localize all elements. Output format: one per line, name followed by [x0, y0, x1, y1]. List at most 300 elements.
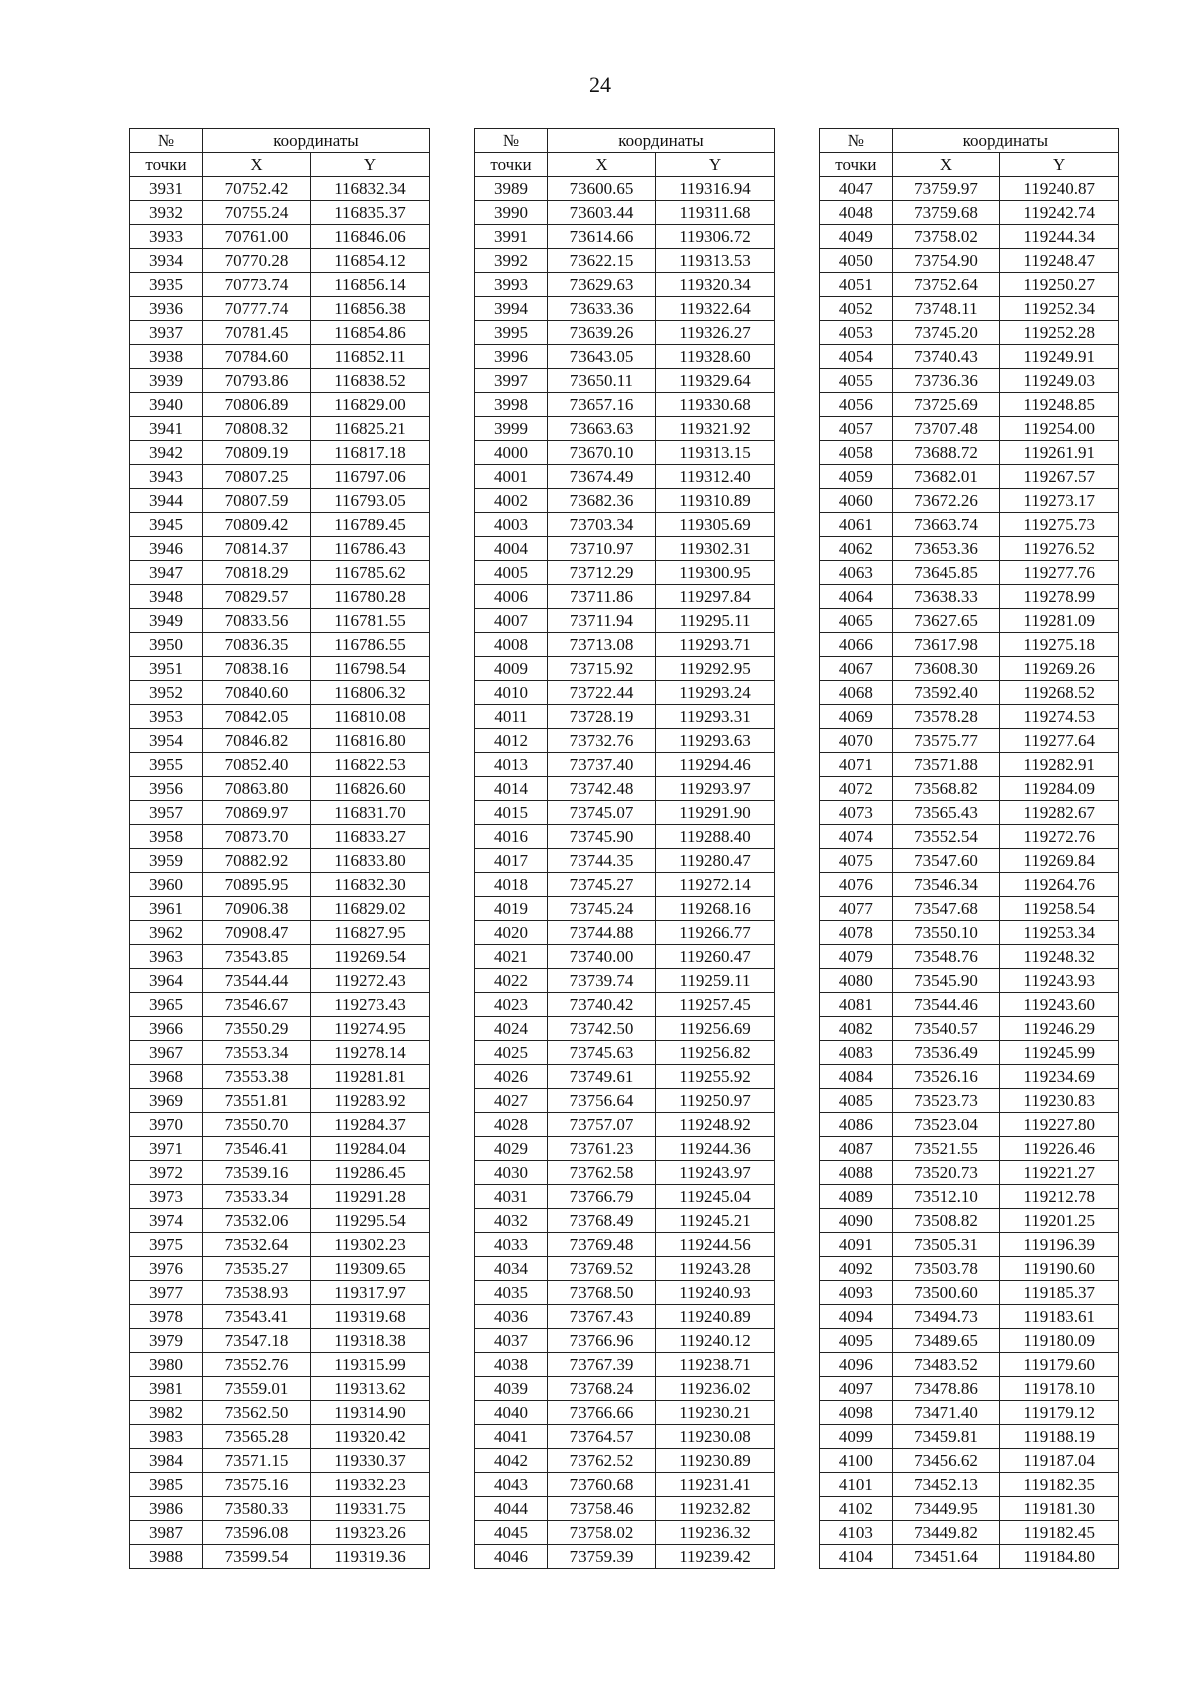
x-coordinate-cell: 73769.48 — [548, 1233, 656, 1257]
x-coordinate-cell: 73732.76 — [548, 729, 656, 753]
y-coordinate-cell: 119319.68 — [311, 1305, 430, 1329]
y-coordinate-cell: 119248.92 — [656, 1113, 775, 1137]
point-number-cell: 3941 — [130, 417, 203, 441]
y-coordinate-cell: 119331.75 — [311, 1497, 430, 1521]
point-number-cell: 3967 — [130, 1041, 203, 1065]
point-number-cell: 4045 — [475, 1521, 548, 1545]
x-coordinate-cell: 70906.38 — [203, 897, 311, 921]
y-coordinate-cell: 116833.80 — [311, 849, 430, 873]
x-coordinate-cell: 73748.11 — [892, 297, 1000, 321]
point-number-cell: 4092 — [820, 1257, 893, 1281]
y-coordinate-cell: 119182.45 — [1000, 1521, 1119, 1545]
y-coordinate-cell: 119272.14 — [656, 873, 775, 897]
y-coordinate-cell: 119277.64 — [1000, 729, 1119, 753]
x-coordinate-cell: 73639.26 — [548, 321, 656, 345]
y-coordinate-cell: 119190.60 — [1000, 1257, 1119, 1281]
x-coordinate-cell: 73754.90 — [892, 249, 1000, 273]
x-coordinate-cell: 73608.30 — [892, 657, 1000, 681]
x-coordinate-cell: 73562.50 — [203, 1401, 311, 1425]
y-coordinate-cell: 119269.26 — [1000, 657, 1119, 681]
y-coordinate-cell: 119230.83 — [1000, 1089, 1119, 1113]
x-coordinate-cell: 73503.78 — [892, 1257, 1000, 1281]
table-row — [475, 1545, 775, 1569]
y-coordinate-cell: 119238.71 — [656, 1353, 775, 1377]
table-row — [130, 825, 430, 849]
table-row — [820, 633, 1119, 657]
y-coordinate-cell: 119269.54 — [311, 945, 430, 969]
x-coordinate-cell: 73452.13 — [892, 1473, 1000, 1497]
point-number-cell: 4018 — [475, 873, 548, 897]
y-coordinate-cell: 119260.47 — [656, 945, 775, 969]
table-row — [820, 609, 1119, 633]
x-coordinate-cell: 73552.76 — [203, 1353, 311, 1377]
y-coordinate-cell: 116822.53 — [311, 753, 430, 777]
page-number: 24 — [589, 72, 611, 97]
y-coordinate-cell: 119330.68 — [656, 393, 775, 417]
y-coordinate-cell: 119305.69 — [656, 513, 775, 537]
table-row — [130, 1305, 430, 1329]
x-coordinate-cell: 73600.65 — [548, 177, 656, 201]
x-coordinate-cell: 73759.39 — [548, 1545, 656, 1569]
point-number-cell: 4034 — [475, 1257, 548, 1281]
point-number-cell: 3992 — [475, 249, 548, 273]
point-number-cell: 4099 — [820, 1425, 893, 1449]
x-coordinate-cell: 73548.76 — [892, 945, 1000, 969]
point-number-cell: 3981 — [130, 1377, 203, 1401]
x-coordinate-cell: 70869.97 — [203, 801, 311, 825]
table-row — [130, 1425, 430, 1449]
point-number-cell: 4058 — [820, 441, 893, 465]
y-coordinate-cell: 119291.28 — [311, 1185, 430, 1209]
table-row — [130, 1497, 430, 1521]
table-row — [475, 1401, 775, 1425]
point-number-cell: 4017 — [475, 849, 548, 873]
point-number-cell: 4048 — [820, 201, 893, 225]
table-row — [820, 1137, 1119, 1161]
y-coordinate-cell: 119294.46 — [656, 753, 775, 777]
x-coordinate-cell: 73759.97 — [892, 177, 1000, 201]
y-coordinate-cell: 119284.09 — [1000, 777, 1119, 801]
x-coordinate-cell: 73745.27 — [548, 873, 656, 897]
point-number-cell: 4081 — [820, 993, 893, 1017]
table-row — [820, 465, 1119, 489]
x-coordinate-cell: 73532.06 — [203, 1209, 311, 1233]
x-coordinate-cell: 73539.16 — [203, 1161, 311, 1185]
x-coordinate-cell: 73575.16 — [203, 1473, 311, 1497]
y-coordinate-cell: 119184.80 — [1000, 1545, 1119, 1569]
point-number-cell: 4035 — [475, 1281, 548, 1305]
table-row — [820, 897, 1119, 921]
x-coordinate-cell: 73728.19 — [548, 705, 656, 729]
x-coordinate-cell: 70882.92 — [203, 849, 311, 873]
x-coordinate-cell: 73757.07 — [548, 1113, 656, 1137]
y-coordinate-cell: 119240.89 — [656, 1305, 775, 1329]
x-coordinate-cell: 73553.38 — [203, 1065, 311, 1089]
x-coordinate-cell: 73559.01 — [203, 1377, 311, 1401]
x-coordinate-cell: 73575.77 — [892, 729, 1000, 753]
y-coordinate-cell: 119243.97 — [656, 1161, 775, 1185]
y-coordinate-cell: 119293.31 — [656, 705, 775, 729]
table-row — [475, 1281, 775, 1305]
point-header: точки — [130, 153, 203, 177]
table-row — [475, 465, 775, 489]
x-coordinate-cell: 73745.90 — [548, 825, 656, 849]
table-row — [475, 1497, 775, 1521]
point-number-cell: 4029 — [475, 1137, 548, 1161]
table-row — [130, 585, 430, 609]
point-number-cell: 4103 — [820, 1521, 893, 1545]
point-number-cell: 3960 — [130, 873, 203, 897]
table-row — [130, 1449, 430, 1473]
y-coordinate-cell: 116786.55 — [311, 633, 430, 657]
table-row — [475, 1449, 775, 1473]
point-number-cell: 4051 — [820, 273, 893, 297]
table-row — [820, 873, 1119, 897]
y-coordinate-cell: 119320.42 — [311, 1425, 430, 1449]
y-coordinate-cell: 119295.11 — [656, 609, 775, 633]
table-row — [475, 657, 775, 681]
point-number-cell: 4080 — [820, 969, 893, 993]
y-header: Y — [1000, 153, 1119, 177]
point-number-cell: 3931 — [130, 177, 203, 201]
table-row — [820, 1281, 1119, 1305]
table-row — [130, 609, 430, 633]
point-number-cell: 4064 — [820, 585, 893, 609]
table-row — [820, 729, 1119, 753]
point-number-cell: 4006 — [475, 585, 548, 609]
point-number-cell: 4070 — [820, 729, 893, 753]
y-coordinate-cell: 116835.37 — [311, 201, 430, 225]
table-row — [130, 969, 430, 993]
point-number-cell: 3933 — [130, 225, 203, 249]
x-coordinate-cell: 73633.36 — [548, 297, 656, 321]
point-number-cell: 4072 — [820, 777, 893, 801]
table-row — [475, 513, 775, 537]
x-coordinate-cell: 73713.08 — [548, 633, 656, 657]
point-number-cell: 4100 — [820, 1449, 893, 1473]
point-number-cell: 4079 — [820, 945, 893, 969]
point-number-cell: 4036 — [475, 1305, 548, 1329]
x-coordinate-cell: 73550.10 — [892, 921, 1000, 945]
y-coordinate-cell: 119234.69 — [1000, 1065, 1119, 1089]
table-row — [130, 1233, 430, 1257]
point-number-cell: 4074 — [820, 825, 893, 849]
y-coordinate-cell: 119306.72 — [656, 225, 775, 249]
x-coordinate-cell: 73500.60 — [892, 1281, 1000, 1305]
point-number-cell: 4098 — [820, 1401, 893, 1425]
num-sign-header: № — [820, 129, 893, 153]
x-coordinate-cell: 70777.74 — [203, 297, 311, 321]
table-row — [130, 441, 430, 465]
x-coordinate-cell: 73674.49 — [548, 465, 656, 489]
y-coordinate-cell: 119268.16 — [656, 897, 775, 921]
x-coordinate-cell: 73758.02 — [892, 225, 1000, 249]
y-coordinate-cell: 119273.17 — [1000, 489, 1119, 513]
point-number-cell: 3950 — [130, 633, 203, 657]
x-coordinate-cell: 73449.95 — [892, 1497, 1000, 1521]
x-coordinate-cell: 73596.08 — [203, 1521, 311, 1545]
y-coordinate-cell: 116838.52 — [311, 369, 430, 393]
x-coordinate-cell: 73759.68 — [892, 201, 1000, 225]
x-coordinate-cell: 73745.24 — [548, 897, 656, 921]
x-coordinate-cell: 73758.02 — [548, 1521, 656, 1545]
x-coordinate-cell: 73538.93 — [203, 1281, 311, 1305]
point-header: точки — [820, 153, 893, 177]
table-row — [130, 1281, 430, 1305]
y-coordinate-cell: 119332.23 — [311, 1473, 430, 1497]
table-row — [475, 1017, 775, 1041]
x-coordinate-cell: 73599.54 — [203, 1545, 311, 1569]
x-coordinate-cell: 73682.01 — [892, 465, 1000, 489]
point-number-cell: 4087 — [820, 1137, 893, 1161]
table-row — [820, 1257, 1119, 1281]
y-coordinate-cell: 119280.47 — [656, 849, 775, 873]
y-coordinate-cell: 119243.28 — [656, 1257, 775, 1281]
y-coordinate-cell: 119313.62 — [311, 1377, 430, 1401]
table-row — [475, 1353, 775, 1377]
y-coordinate-cell: 119236.02 — [656, 1377, 775, 1401]
table-row — [130, 537, 430, 561]
x-coordinate-cell: 73761.23 — [548, 1137, 656, 1161]
table-row — [130, 465, 430, 489]
point-number-cell: 3937 — [130, 321, 203, 345]
point-number-cell: 3940 — [130, 393, 203, 417]
y-coordinate-cell: 119181.30 — [1000, 1497, 1119, 1521]
y-coordinate-cell: 119254.00 — [1000, 417, 1119, 441]
table-row — [820, 1401, 1119, 1425]
point-number-cell: 3984 — [130, 1449, 203, 1473]
x-coordinate-cell: 73650.11 — [548, 369, 656, 393]
y-coordinate-cell: 119240.93 — [656, 1281, 775, 1305]
y-coordinate-cell: 119310.89 — [656, 489, 775, 513]
point-number-cell: 3991 — [475, 225, 548, 249]
y-coordinate-cell: 119212.78 — [1000, 1185, 1119, 1209]
table-row — [130, 945, 430, 969]
y-coordinate-cell: 116785.62 — [311, 561, 430, 585]
point-number-cell: 4090 — [820, 1209, 893, 1233]
point-number-cell: 3966 — [130, 1017, 203, 1041]
y-coordinate-cell: 119255.92 — [656, 1065, 775, 1089]
y-coordinate-cell: 119328.60 — [656, 345, 775, 369]
x-coordinate-cell: 73766.96 — [548, 1329, 656, 1353]
y-coordinate-cell: 119278.14 — [311, 1041, 430, 1065]
point-number-cell: 4075 — [820, 849, 893, 873]
table-row — [820, 1089, 1119, 1113]
x-header: X — [548, 153, 656, 177]
table-row — [130, 489, 430, 513]
table-row — [130, 1329, 430, 1353]
y-coordinate-cell: 119268.52 — [1000, 681, 1119, 705]
table-row — [475, 1233, 775, 1257]
x-coordinate-cell: 73737.40 — [548, 753, 656, 777]
table-row — [130, 1065, 430, 1089]
y-coordinate-cell: 119267.57 — [1000, 465, 1119, 489]
y-coordinate-cell: 119236.32 — [656, 1521, 775, 1545]
table-row — [475, 393, 775, 417]
x-coordinate-cell: 73532.64 — [203, 1233, 311, 1257]
x-coordinate-cell: 73670.10 — [548, 441, 656, 465]
x-coordinate-cell: 70852.40 — [203, 753, 311, 777]
y-coordinate-cell: 119319.36 — [311, 1545, 430, 1569]
y-coordinate-cell: 119221.27 — [1000, 1161, 1119, 1185]
x-coordinate-cell: 70908.47 — [203, 921, 311, 945]
y-coordinate-cell: 116846.06 — [311, 225, 430, 249]
table-row — [130, 633, 430, 657]
point-number-cell: 3965 — [130, 993, 203, 1017]
x-coordinate-cell: 70840.60 — [203, 681, 311, 705]
y-coordinate-cell: 116789.45 — [311, 513, 430, 537]
y-coordinate-cell: 116817.18 — [311, 441, 430, 465]
point-number-cell: 3973 — [130, 1185, 203, 1209]
point-number-cell: 3964 — [130, 969, 203, 993]
y-coordinate-cell: 119264.76 — [1000, 873, 1119, 897]
x-coordinate-cell: 73614.66 — [548, 225, 656, 249]
point-number-cell: 4038 — [475, 1353, 548, 1377]
table-row — [475, 705, 775, 729]
y-coordinate-cell: 119326.27 — [656, 321, 775, 345]
point-number-cell: 4062 — [820, 537, 893, 561]
point-number-cell: 4032 — [475, 1209, 548, 1233]
x-coordinate-cell: 73745.63 — [548, 1041, 656, 1065]
table-row — [820, 1233, 1119, 1257]
table-row — [475, 801, 775, 825]
coordinate-table-1 — [129, 128, 430, 1569]
point-number-cell: 4004 — [475, 537, 548, 561]
y-coordinate-cell: 119250.97 — [656, 1089, 775, 1113]
table-row — [820, 1521, 1119, 1545]
y-coordinate-cell: 116793.05 — [311, 489, 430, 513]
point-number-cell: 3949 — [130, 609, 203, 633]
x-coordinate-cell: 73760.68 — [548, 1473, 656, 1497]
y-coordinate-cell: 119282.67 — [1000, 801, 1119, 825]
x-coordinate-cell: 73553.34 — [203, 1041, 311, 1065]
x-coordinate-cell: 73533.34 — [203, 1185, 311, 1209]
table-row — [475, 873, 775, 897]
y-coordinate-cell: 119313.53 — [656, 249, 775, 273]
y-coordinate-cell: 119252.34 — [1000, 297, 1119, 321]
table-row — [820, 1161, 1119, 1185]
point-number-cell: 4001 — [475, 465, 548, 489]
table-row — [475, 561, 775, 585]
table-row — [820, 201, 1119, 225]
table-row — [820, 1065, 1119, 1089]
y-coordinate-cell: 119188.19 — [1000, 1425, 1119, 1449]
table-row — [820, 537, 1119, 561]
point-number-cell: 4019 — [475, 897, 548, 921]
point-number-cell: 3947 — [130, 561, 203, 585]
coords-header: координаты — [203, 129, 430, 153]
x-coordinate-cell: 70809.42 — [203, 513, 311, 537]
table-row — [475, 609, 775, 633]
y-coordinate-cell: 119321.92 — [656, 417, 775, 441]
table-row — [820, 273, 1119, 297]
x-coordinate-cell: 70829.57 — [203, 585, 311, 609]
x-coordinate-cell: 73546.34 — [892, 873, 1000, 897]
x-coordinate-cell: 73544.44 — [203, 969, 311, 993]
point-number-cell: 3971 — [130, 1137, 203, 1161]
point-number-cell: 3978 — [130, 1305, 203, 1329]
table-row — [820, 417, 1119, 441]
y-coordinate-cell: 119253.34 — [1000, 921, 1119, 945]
table-body — [130, 177, 430, 1569]
point-number-cell: 4060 — [820, 489, 893, 513]
x-header: X — [892, 153, 1000, 177]
table-row — [475, 993, 775, 1017]
table-row — [130, 1401, 430, 1425]
y-coordinate-cell: 119248.47 — [1000, 249, 1119, 273]
x-coordinate-cell: 70808.32 — [203, 417, 311, 441]
point-number-cell: 3968 — [130, 1065, 203, 1089]
x-coordinate-cell: 73767.39 — [548, 1353, 656, 1377]
point-number-cell: 3977 — [130, 1281, 203, 1305]
point-number-cell: 3994 — [475, 297, 548, 321]
table-row — [130, 1377, 430, 1401]
table-row — [475, 1041, 775, 1065]
y-coordinate-cell: 119249.03 — [1000, 369, 1119, 393]
table-row — [820, 249, 1119, 273]
x-coordinate-cell: 70761.00 — [203, 225, 311, 249]
table-row — [820, 969, 1119, 993]
x-coordinate-cell: 73521.55 — [892, 1137, 1000, 1161]
x-coordinate-cell: 73449.82 — [892, 1521, 1000, 1545]
table-row — [475, 849, 775, 873]
y-coordinate-cell: 119295.54 — [311, 1209, 430, 1233]
table-row — [130, 561, 430, 585]
x-coordinate-cell: 73543.85 — [203, 945, 311, 969]
table-row — [130, 1017, 430, 1041]
point-number-cell: 4061 — [820, 513, 893, 537]
x-coordinate-cell: 73672.26 — [892, 489, 1000, 513]
x-coordinate-cell: 70793.86 — [203, 369, 311, 393]
y-coordinate-cell: 119293.24 — [656, 681, 775, 705]
y-coordinate-cell: 119245.21 — [656, 1209, 775, 1233]
table-row — [130, 1353, 430, 1377]
y-coordinate-cell: 119256.69 — [656, 1017, 775, 1041]
table-row — [820, 1113, 1119, 1137]
table-row — [475, 681, 775, 705]
table-row — [820, 561, 1119, 585]
point-number-cell: 3948 — [130, 585, 203, 609]
y-coordinate-cell: 119179.60 — [1000, 1353, 1119, 1377]
table-row — [475, 537, 775, 561]
table-row — [130, 1257, 430, 1281]
x-coordinate-cell: 73459.81 — [892, 1425, 1000, 1449]
table-row — [130, 1089, 430, 1113]
y-coordinate-cell: 116781.55 — [311, 609, 430, 633]
point-number-cell: 3939 — [130, 369, 203, 393]
point-number-cell: 4033 — [475, 1233, 548, 1257]
x-coordinate-cell: 73707.48 — [892, 417, 1000, 441]
x-coordinate-cell: 73512.10 — [892, 1185, 1000, 1209]
x-coordinate-cell: 73710.97 — [548, 537, 656, 561]
table-row — [130, 393, 430, 417]
point-number-cell: 3938 — [130, 345, 203, 369]
y-coordinate-cell: 119300.95 — [656, 561, 775, 585]
y-coordinate-cell: 119313.15 — [656, 441, 775, 465]
table-row — [130, 753, 430, 777]
y-coordinate-cell: 119256.82 — [656, 1041, 775, 1065]
x-coordinate-cell: 73768.49 — [548, 1209, 656, 1233]
point-number-cell: 3999 — [475, 417, 548, 441]
x-coordinate-cell: 70752.42 — [203, 177, 311, 201]
point-number-cell: 3945 — [130, 513, 203, 537]
y-coordinate-cell: 119329.64 — [656, 369, 775, 393]
point-number-cell: 3990 — [475, 201, 548, 225]
y-coordinate-cell: 119227.80 — [1000, 1113, 1119, 1137]
table-row — [130, 801, 430, 825]
y-coordinate-cell: 119231.41 — [656, 1473, 775, 1497]
y-coordinate-cell: 119269.84 — [1000, 849, 1119, 873]
